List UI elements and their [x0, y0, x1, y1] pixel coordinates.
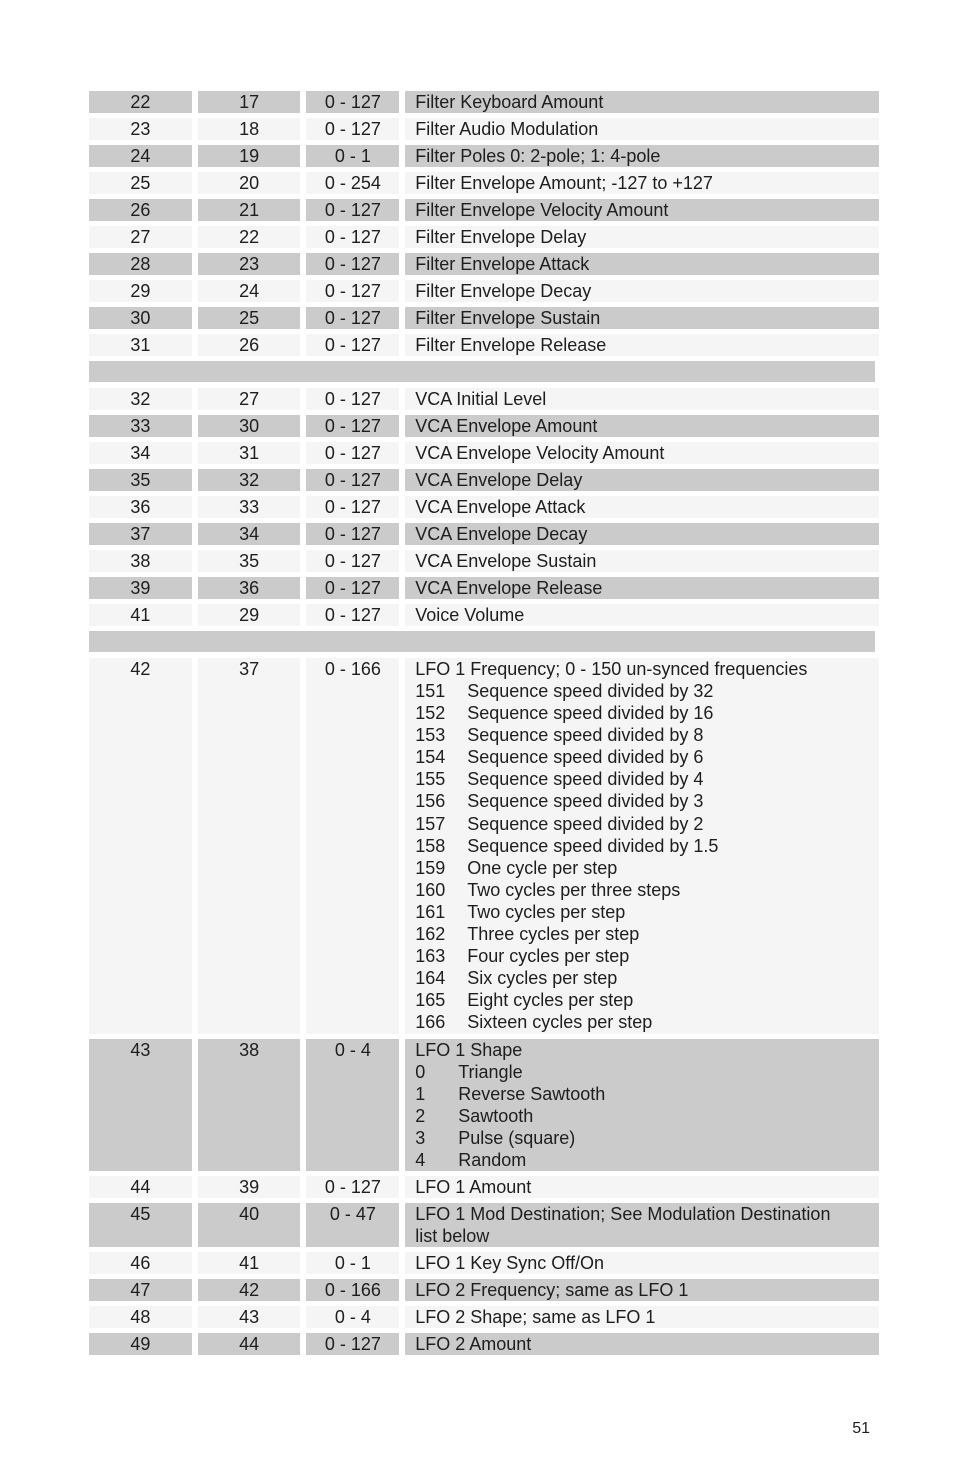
option-label: Eight cycles per step [467, 990, 634, 1011]
value-range: 0 - 127 [306, 226, 399, 248]
parameter-description: LFO 1 Key Sync Off/On [405, 1252, 879, 1274]
parameter-description: VCA Envelope Delay [405, 469, 879, 491]
parameter-description: LFO 2 Shape; same as LFO 1 [405, 1306, 879, 1328]
value-range: 0 - 127 [306, 415, 399, 437]
cc-number: 31 [198, 442, 301, 464]
table-row [89, 1306, 879, 1328]
cc-number: 34 [198, 523, 301, 545]
option-value: 3 [415, 1127, 426, 1148]
parameter-description: LFO 2 Amount [405, 1333, 879, 1355]
parameter-description: Filter Envelope Delay [405, 226, 879, 248]
value-range: 0 - 127 [306, 577, 399, 599]
nrpn-number: 31 [89, 334, 192, 356]
option-value: 161 [415, 901, 446, 922]
option-label: Sequence speed divided by 3 [467, 791, 704, 812]
parameter-description: VCA Envelope Decay [405, 523, 879, 545]
nrpn-number: 27 [89, 226, 192, 248]
option-item [415, 1105, 879, 1127]
vca-rows [89, 388, 879, 626]
table-row [89, 118, 879, 140]
parameter-description: VCA Envelope Release [405, 577, 879, 599]
nrpn-number: 26 [89, 199, 192, 221]
value-range: 0 - 127 [306, 523, 399, 545]
nrpn-number: 37 [89, 523, 192, 545]
option-label: Sequence speed divided by 1.5 [467, 835, 719, 856]
option-value: 164 [415, 968, 446, 989]
option-item [415, 1083, 879, 1105]
section-separator [89, 361, 875, 382]
table-row [89, 550, 879, 572]
cc-number: 37 [198, 658, 301, 1034]
nrpn-number: 47 [89, 1279, 192, 1301]
option-value: 159 [415, 857, 446, 878]
cc-number: 41 [198, 1252, 301, 1274]
option-value: 157 [415, 813, 446, 834]
option-value: 163 [415, 946, 446, 967]
value-range: 0 - 127 [306, 496, 399, 518]
nrpn-number: 49 [89, 1333, 192, 1355]
option-label: Sequence speed divided by 8 [467, 725, 704, 746]
value-range: 0 - 127 [306, 253, 399, 275]
option-value: 155 [415, 769, 446, 790]
nrpn-number: 24 [89, 145, 192, 167]
table-row [89, 442, 879, 464]
option-value: 151 [415, 681, 446, 701]
table-row [89, 1333, 879, 1355]
value-range: 0 - 127 [306, 334, 399, 356]
option-value: 154 [415, 747, 446, 768]
option-label: Sixteen cycles per step [467, 1012, 653, 1033]
nrpn-number: 38 [89, 550, 192, 572]
table-row [89, 577, 879, 599]
option-value: 2 [415, 1105, 426, 1126]
table-row-lfo1-frequency [89, 658, 879, 1034]
cc-number: 29 [198, 604, 301, 626]
value-range: 0 - 166 [306, 658, 399, 1034]
nrpn-number: 48 [89, 1306, 192, 1328]
nrpn-number: 42 [89, 658, 192, 1034]
frequency-option-list [415, 680, 879, 1034]
parameter-description: Voice Volume [405, 604, 879, 626]
option-value: 160 [415, 879, 446, 900]
cc-number: 38 [198, 1039, 301, 1171]
value-range: 0 - 166 [306, 1279, 399, 1301]
nrpn-number: 43 [89, 1039, 192, 1171]
option-value: 162 [415, 924, 446, 945]
nrpn-number: 35 [89, 469, 192, 491]
cc-number: 33 [198, 496, 301, 518]
value-range: 0 - 1 [306, 1252, 399, 1274]
option-label: Sequence speed divided by 32 [467, 681, 714, 701]
table-row [89, 1252, 879, 1274]
option-item [415, 945, 879, 967]
parameter-description: LFO 1 Amount [405, 1176, 879, 1198]
value-range: 0 - 127 [306, 199, 399, 221]
nrpn-number: 30 [89, 307, 192, 329]
parameter-description: Filter Keyboard Amount [405, 91, 879, 113]
cc-number: 42 [198, 1279, 301, 1301]
option-item [415, 790, 879, 812]
value-range: 0 - 4 [306, 1039, 399, 1171]
parameter-description [405, 658, 879, 1034]
parameter-description: VCA Envelope Velocity Amount [405, 442, 879, 464]
nrpn-number: 22 [89, 91, 192, 113]
description-title: LFO 1 Shape [415, 1039, 523, 1060]
cc-number: 22 [198, 226, 301, 248]
lfo-rows [89, 1252, 879, 1355]
cc-number: 35 [198, 550, 301, 572]
value-range: 0 - 127 [306, 1176, 399, 1198]
parameter-description: VCA Initial Level [405, 388, 879, 410]
table-row-lfo1-mod-destination [89, 1203, 879, 1247]
table-row [89, 604, 879, 626]
nrpn-number: 39 [89, 577, 192, 599]
cc-number: 20 [198, 172, 301, 194]
description-title: LFO 1 Frequency; 0 - 150 un-synced frequencies [415, 659, 808, 679]
parameter-description: Filter Envelope Velocity Amount [405, 199, 879, 221]
option-label: Sequence speed divided by 6 [467, 747, 704, 768]
value-range: 0 - 4 [306, 1306, 399, 1328]
value-range: 0 - 47 [306, 1203, 399, 1247]
option-item [415, 901, 879, 923]
nrpn-number: 34 [89, 442, 192, 464]
option-value: 1 [415, 1083, 426, 1104]
parameter-description: Filter Audio Modulation [405, 118, 879, 140]
option-item [415, 746, 879, 768]
value-range: 0 - 127 [306, 1333, 399, 1355]
option-value: 165 [415, 990, 446, 1011]
table-row [89, 523, 879, 545]
option-label: Two cycles per three steps [467, 879, 681, 900]
parameter-description: VCA Envelope Amount [405, 415, 879, 437]
cc-number: 25 [198, 307, 301, 329]
option-item [415, 702, 879, 724]
option-label: Two cycles per step [467, 901, 626, 922]
option-label: Four cycles per step [467, 946, 630, 967]
table-row [89, 415, 879, 437]
value-range: 0 - 127 [306, 469, 399, 491]
cc-number: 27 [198, 388, 301, 410]
nrpn-number: 28 [89, 253, 192, 275]
parameter-description: Filter Envelope Amount; -127 to +127 [405, 172, 879, 194]
description-line: LFO 1 Mod Destination; See Modulation Destination [415, 1203, 831, 1224]
cc-number: 21 [198, 199, 301, 221]
option-label: One cycle per step [467, 857, 618, 878]
cc-number: 30 [198, 415, 301, 437]
parameter-description: LFO 2 Frequency; same as LFO 1 [405, 1279, 879, 1301]
option-label: Sequence speed divided by 16 [467, 703, 714, 724]
table-row [89, 1176, 879, 1198]
cc-number: 17 [198, 91, 301, 113]
option-item [415, 768, 879, 790]
option-value: 166 [415, 1012, 446, 1033]
table-row [89, 334, 879, 356]
page-number: 51 [852, 1420, 870, 1437]
nrpn-number: 29 [89, 280, 192, 302]
nrpn-number: 36 [89, 496, 192, 518]
option-value: 4 [415, 1149, 426, 1170]
value-range: 0 - 254 [306, 172, 399, 194]
option-item [415, 989, 879, 1011]
nrpn-number: 41 [89, 604, 192, 626]
shape-option-list [415, 1061, 879, 1171]
option-item [415, 1061, 879, 1083]
table-row [89, 91, 879, 113]
option-item [415, 1127, 879, 1149]
value-range: 0 - 127 [306, 91, 399, 113]
option-item [415, 1149, 879, 1171]
option-label: Pulse (square) [458, 1127, 576, 1148]
cc-number: 36 [198, 577, 301, 599]
table-row [89, 145, 879, 167]
nrpn-number: 33 [89, 415, 192, 437]
value-range: 0 - 127 [306, 280, 399, 302]
value-range: 0 - 127 [306, 442, 399, 464]
parameter-description: VCA Envelope Sustain [405, 550, 879, 572]
cc-number: 40 [198, 1203, 301, 1247]
option-item [415, 879, 879, 901]
value-range: 0 - 1 [306, 145, 399, 167]
description-line: list below [415, 1225, 490, 1246]
parameter-description: Filter Envelope Decay [405, 280, 879, 302]
cc-number: 43 [198, 1306, 301, 1328]
parameter-description [405, 1203, 879, 1247]
table-row [89, 199, 879, 221]
value-range: 0 - 127 [306, 604, 399, 626]
nrpn-number: 25 [89, 172, 192, 194]
cc-number: 26 [198, 334, 301, 356]
option-item [415, 835, 879, 857]
parameter-description: Filter Envelope Attack [405, 253, 879, 275]
value-range: 0 - 127 [306, 118, 399, 140]
cc-number: 23 [198, 253, 301, 275]
table-row [89, 307, 879, 329]
option-item [415, 923, 879, 945]
nrpn-number: 46 [89, 1252, 192, 1274]
parameter-description: Filter Envelope Sustain [405, 307, 879, 329]
cc-number: 19 [198, 145, 301, 167]
option-label: Sequence speed divided by 4 [467, 769, 704, 790]
nrpn-number: 32 [89, 388, 192, 410]
table-row [89, 172, 879, 194]
lfo1-amount-rows [89, 1176, 879, 1198]
option-label: Random [458, 1149, 527, 1170]
cc-number: 44 [198, 1333, 301, 1355]
option-item [415, 680, 879, 702]
table-row-lfo1-shape [89, 1039, 879, 1171]
option-label: Reverse Sawtooth [458, 1083, 606, 1104]
table-row [89, 469, 879, 491]
table-row [89, 253, 879, 275]
parameter-description: Filter Poles 0: 2-pole; 1: 4-pole [405, 145, 879, 167]
option-value: 156 [415, 791, 446, 812]
parameter-description [405, 1039, 879, 1171]
option-item [415, 857, 879, 879]
option-item [415, 1011, 879, 1033]
table-row [89, 496, 879, 518]
nrpn-number: 23 [89, 118, 192, 140]
parameter-description: VCA Envelope Attack [405, 496, 879, 518]
option-label: Three cycles per step [467, 924, 640, 945]
cc-number: 24 [198, 280, 301, 302]
option-item [415, 724, 879, 746]
option-label: Six cycles per step [467, 968, 618, 989]
cc-number: 39 [198, 1176, 301, 1198]
option-value: 0 [415, 1061, 426, 1082]
option-value: 152 [415, 703, 446, 724]
value-range: 0 - 127 [306, 550, 399, 572]
option-value: 158 [415, 835, 446, 856]
section-separator [89, 631, 875, 652]
option-value: 153 [415, 725, 446, 746]
nrpn-number: 45 [89, 1203, 192, 1247]
filter-rows [89, 91, 879, 356]
option-label: Sequence speed divided by 2 [467, 813, 704, 834]
table-row [89, 226, 879, 248]
option-item [415, 813, 879, 835]
value-range: 0 - 127 [306, 388, 399, 410]
parameter-table [89, 91, 879, 1360]
cc-number: 18 [198, 118, 301, 140]
nrpn-number: 44 [89, 1176, 192, 1198]
parameter-description: Filter Envelope Release [405, 334, 879, 356]
table-row [89, 280, 879, 302]
cc-number: 32 [198, 469, 301, 491]
table-row [89, 388, 879, 410]
option-item [415, 967, 879, 989]
option-label: Sawtooth [458, 1105, 534, 1126]
option-label: Triangle [458, 1061, 523, 1082]
table-row [89, 1279, 879, 1301]
value-range: 0 - 127 [306, 307, 399, 329]
